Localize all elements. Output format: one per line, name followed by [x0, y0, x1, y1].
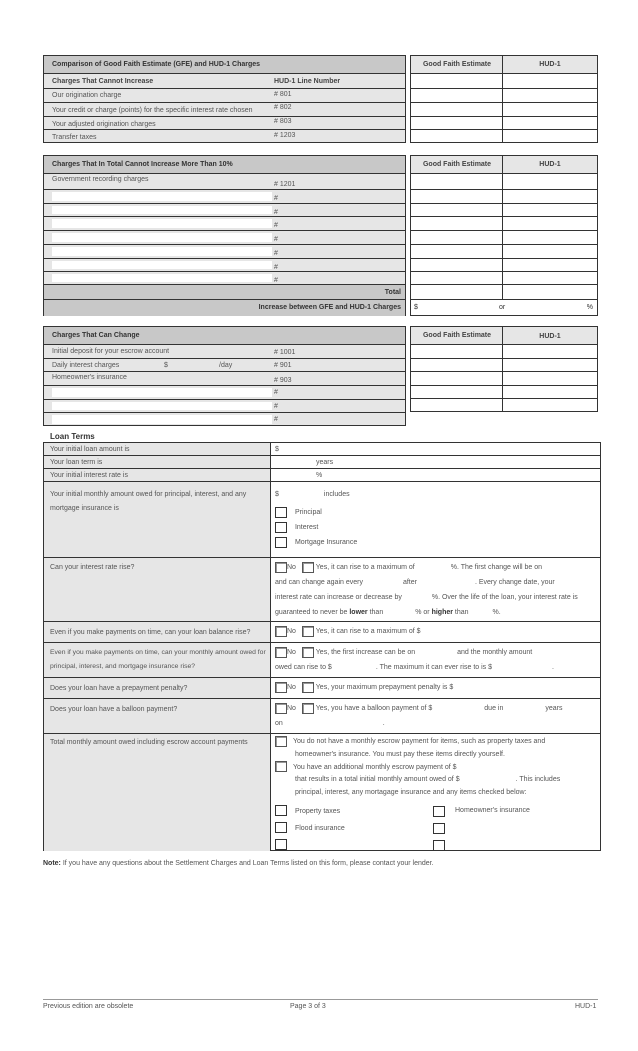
- additional-escrow-checkbox[interactable]: [275, 761, 287, 772]
- other-checkbox[interactable]: [433, 823, 445, 834]
- gfe-cell[interactable]: [411, 204, 503, 216]
- section-ten-percent: [43, 155, 406, 316]
- loan-terms-table: [43, 442, 601, 851]
- loan-term-field[interactable]: years: [316, 459, 334, 466]
- hud-header: HUD-1: [539, 61, 561, 68]
- table-row: [44, 204, 405, 217]
- table-row: [44, 130, 405, 143]
- line-number: #: [274, 222, 278, 229]
- includes-label: includes: [323, 491, 350, 498]
- table-row: [44, 413, 405, 426]
- loan-amount-field[interactable]: $: [275, 446, 279, 453]
- section-title: Charges That In Total Cannot Increase More Than 10%: [52, 161, 233, 168]
- note-label: Note:: [43, 860, 61, 867]
- line-number: # 1203: [274, 132, 296, 139]
- text: % or: [415, 609, 430, 616]
- row-label: Homeowner's insurance: [52, 374, 127, 381]
- homeowners-insurance-checkbox[interactable]: [433, 806, 445, 817]
- line-number-header: HUD-1 Line Number: [274, 78, 341, 85]
- text: Yes, your maximum prepayment penalty is $: [315, 684, 454, 691]
- table-row: [44, 400, 405, 413]
- line-number: #: [274, 389, 278, 396]
- no-checkbox[interactable]: [275, 562, 287, 573]
- gfe-cell[interactable]: [411, 130, 503, 143]
- row-label: Your credit or charge (points) for the specific interest rate chosen: [52, 107, 253, 114]
- hud-header: HUD-1: [539, 161, 561, 168]
- line-number: # 801: [274, 91, 292, 98]
- yes-checkbox[interactable]: [302, 562, 314, 573]
- section-title: Charges That Can Change: [52, 332, 140, 339]
- blank-field[interactable]: [52, 233, 272, 242]
- text: %.: [492, 609, 501, 616]
- text: and can change again every: [275, 579, 363, 586]
- text: after: [402, 579, 417, 586]
- option-label: Mortgage Insurance: [294, 539, 358, 546]
- total-label: Total: [384, 289, 401, 296]
- table-row: [44, 217, 405, 231]
- other-checkbox[interactable]: [433, 840, 445, 851]
- blank-field[interactable]: [52, 219, 272, 228]
- text: on: [275, 720, 283, 727]
- other-checkbox[interactable]: [275, 839, 287, 850]
- text: higher: [431, 609, 453, 616]
- line-number: # 802: [274, 104, 292, 111]
- monthly-amount-row: [44, 482, 600, 558]
- row-label: Your initial monthly amount owed for principal, interest, and any mortgage insurance is: [44, 482, 271, 557]
- table-row: [44, 190, 405, 204]
- gfe-cell[interactable]: [411, 345, 503, 358]
- row-label: Can your interest rate rise?: [44, 558, 271, 621]
- text: and the monthly amount: [457, 649, 533, 656]
- line-number: #: [274, 236, 278, 243]
- text: Yes, you have a balloon payment of $: [315, 705, 433, 712]
- blank-field[interactable]: [52, 388, 272, 397]
- section3-amounts: [410, 326, 598, 412]
- dollar-sign: $: [414, 304, 418, 311]
- line-number: # 803: [274, 118, 292, 125]
- table-row: [44, 103, 405, 117]
- no-label: No: [287, 684, 296, 691]
- footer-left: Previous edition are obsolete: [43, 1003, 134, 1010]
- row-label: Daily interest charges: [52, 362, 120, 369]
- percent-sign: %: [586, 304, 593, 311]
- blank-field[interactable]: [52, 206, 272, 214]
- gfe-header: Good Faith Estimate: [422, 161, 492, 168]
- table-row: [44, 259, 405, 272]
- gfe-header: Good Faith Estimate: [422, 332, 492, 339]
- loan-term-row: [44, 456, 600, 469]
- section-cannot-increase: [43, 55, 406, 143]
- text: that results in a total initial monthly amount owed of $: [295, 776, 460, 784]
- form-id: HUD-1: [575, 1003, 597, 1010]
- table-row: [44, 359, 405, 372]
- gfe-cell[interactable]: [411, 372, 503, 385]
- gfe-cell[interactable]: [411, 190, 503, 203]
- table-row: [44, 174, 405, 190]
- row-label: Your loan term is: [44, 456, 271, 468]
- no-label: No: [287, 649, 296, 656]
- gfe-cell[interactable]: [411, 117, 503, 129]
- text: You have an additional monthly escrow payment of $: [292, 763, 457, 771]
- text: interest rate can increase or decrease by: [275, 594, 402, 601]
- table-row: [44, 386, 405, 400]
- text: . The maximum it can ever rise to is $: [375, 664, 492, 671]
- text: You do not have a monthly escrow payment for items, such as property taxes and: [292, 738, 546, 746]
- gfe-cell[interactable]: [411, 89, 503, 102]
- page-number: Page 3 of 3: [290, 1003, 326, 1010]
- dollar-sign: $: [164, 362, 168, 369]
- blank-field[interactable]: [52, 192, 272, 201]
- section2-amounts: [410, 155, 598, 316]
- subheader: Charges That Cannot Increase: [52, 78, 154, 85]
- gfe-cell[interactable]: [411, 359, 503, 371]
- balance-rise-row: [44, 622, 600, 643]
- text: than: [454, 609, 469, 616]
- table-row: [44, 117, 405, 130]
- blank-field[interactable]: [52, 415, 272, 424]
- footer-divider: [43, 999, 598, 1000]
- line-number: # 1201: [274, 181, 296, 188]
- section-title: Comparison of Good Faith Estimate (GFE) and HUD-1 Charges: [52, 61, 261, 68]
- row-label: Even if you make payments on time, can your monthly amount owed for principal, interest, and mortgage insurance rise?: [44, 643, 271, 677]
- text: . This includes: [515, 776, 561, 784]
- yes-checkbox[interactable]: [302, 647, 314, 658]
- balloon-row: [44, 699, 600, 734]
- text: %. Over the life of the loan, your interest rate is: [431, 594, 578, 601]
- text: .: [552, 664, 554, 671]
- rate-rise-row: [44, 558, 600, 622]
- gfe-total-cell[interactable]: [411, 285, 503, 299]
- yes-checkbox[interactable]: [302, 626, 314, 637]
- text: homeowner's insurance. You must pay these items directly yourself.: [295, 750, 505, 758]
- text: .: [382, 720, 385, 727]
- table-row: [44, 272, 405, 285]
- gfe-header: Good Faith Estimate: [422, 61, 492, 68]
- line-number: #: [274, 403, 278, 410]
- row-label: Your adjusted origination charges: [52, 121, 156, 128]
- text: lower: [349, 609, 368, 616]
- text: . Every change date, your: [474, 579, 555, 586]
- text: due in: [484, 705, 504, 712]
- text: owed can rise to $: [275, 664, 332, 671]
- option-label: Flood insurance: [294, 824, 345, 832]
- yes-checkbox[interactable]: [302, 682, 314, 693]
- gfe-cell[interactable]: [411, 74, 503, 88]
- gfe-cell[interactable]: [411, 272, 503, 284]
- yes-checkbox[interactable]: [302, 703, 314, 714]
- principal-checkbox[interactable]: [275, 507, 287, 518]
- gfe-cell[interactable]: [411, 259, 503, 271]
- row-label: Transfer taxes: [52, 134, 97, 141]
- line-number: #: [274, 209, 278, 216]
- line-number: # 901: [274, 362, 292, 369]
- row-label: Even if you make payments on time, can your loan balance rise?: [44, 622, 271, 642]
- table-row: [44, 372, 405, 386]
- gfe-cell[interactable]: [411, 174, 503, 189]
- option-label: Homeowner's insurance: [455, 807, 530, 815]
- row-label: Your initial loan amount is: [44, 443, 271, 455]
- row-label: Your initial interest rate is: [44, 469, 271, 481]
- table-row: [44, 345, 405, 359]
- row-label: Does your loan have a prepayment penalty?: [44, 678, 271, 698]
- section1-amounts: [410, 55, 598, 143]
- row-label: Our origination charge: [52, 92, 122, 99]
- gfe-cell[interactable]: [411, 245, 503, 258]
- no-checkbox[interactable]: [275, 703, 287, 714]
- text: years: [545, 705, 563, 712]
- text: Yes, the first increase can be on: [315, 649, 416, 656]
- property-taxes-checkbox[interactable]: [275, 805, 287, 816]
- blank-field[interactable]: [52, 402, 272, 410]
- gfe-cell[interactable]: [411, 103, 503, 116]
- interest-checkbox[interactable]: [275, 522, 287, 533]
- line-number: #: [274, 195, 278, 202]
- no-escrow-checkbox[interactable]: [275, 736, 287, 747]
- dollar-sign: $: [275, 491, 279, 498]
- blank-field[interactable]: [52, 261, 272, 269]
- note: [43, 860, 434, 867]
- interest-rate-row: [44, 469, 600, 482]
- option-label: Interest: [294, 524, 319, 531]
- or-label: or: [499, 304, 506, 311]
- hud-header: HUD-1: [539, 333, 561, 340]
- escrow-row: [44, 734, 600, 851]
- note-text: If you have any questions about the Settlement Charges and Loan Terms listed on this form, please contact your lender.: [62, 860, 434, 867]
- blank-field[interactable]: [52, 247, 272, 256]
- prepayment-row: [44, 678, 600, 699]
- no-label: No: [287, 628, 296, 635]
- text: Yes, it can rise to a maximum of $: [315, 628, 421, 635]
- section-can-change: [43, 326, 406, 426]
- text: than: [369, 609, 384, 616]
- gfe-cell[interactable]: [411, 386, 503, 398]
- monthly-rise-row: [44, 643, 600, 678]
- mortgage-insurance-checkbox[interactable]: [275, 537, 287, 548]
- increase-label: Increase between GFE and HUD-1 Charges: [258, 304, 401, 311]
- text: principal, interest, any mortagage insurance and any items checked below:: [295, 788, 527, 796]
- flood-insurance-checkbox[interactable]: [275, 822, 287, 833]
- line-number: # 903: [274, 377, 292, 384]
- line-number: #: [274, 250, 278, 257]
- line-number: #: [274, 277, 278, 284]
- per-day-label: /day: [219, 362, 233, 369]
- table-row: [44, 231, 405, 245]
- loan-terms-title: Loan Terms: [50, 432, 95, 441]
- section-header: [44, 56, 405, 74]
- gfe-cell[interactable]: [411, 217, 503, 230]
- table-row: [44, 89, 405, 103]
- row-label: Total monthly amount owed including escrow account payments: [44, 734, 271, 851]
- text: %. The first change will be on: [450, 564, 543, 571]
- text: guaranteed to never be: [275, 609, 348, 616]
- table-row: [44, 245, 405, 259]
- no-label: No: [287, 564, 296, 571]
- line-number: # 1001: [274, 349, 296, 356]
- no-checkbox[interactable]: [275, 626, 287, 637]
- line-number: #: [274, 264, 278, 271]
- option-label: Property taxes: [294, 807, 341, 815]
- no-checkbox[interactable]: [275, 682, 287, 693]
- increase-field[interactable]: [411, 300, 597, 316]
- option-label: Principal: [294, 509, 322, 516]
- row-label: Government recording charges: [52, 176, 149, 183]
- line-number: #: [274, 416, 278, 423]
- no-checkbox[interactable]: [275, 647, 287, 658]
- gfe-cell[interactable]: [411, 231, 503, 244]
- text: Yes, it can rise to a maximum of: [315, 564, 415, 571]
- row-label: Initial deposit for your escrow account: [52, 348, 170, 355]
- blank-field[interactable]: [52, 274, 272, 282]
- no-label: No: [287, 705, 296, 712]
- row-label: Does your loan have a balloon payment?: [44, 699, 271, 733]
- loan-amount-row: [44, 443, 600, 456]
- gfe-cell[interactable]: [411, 399, 503, 412]
- interest-rate-field[interactable]: %: [316, 472, 323, 479]
